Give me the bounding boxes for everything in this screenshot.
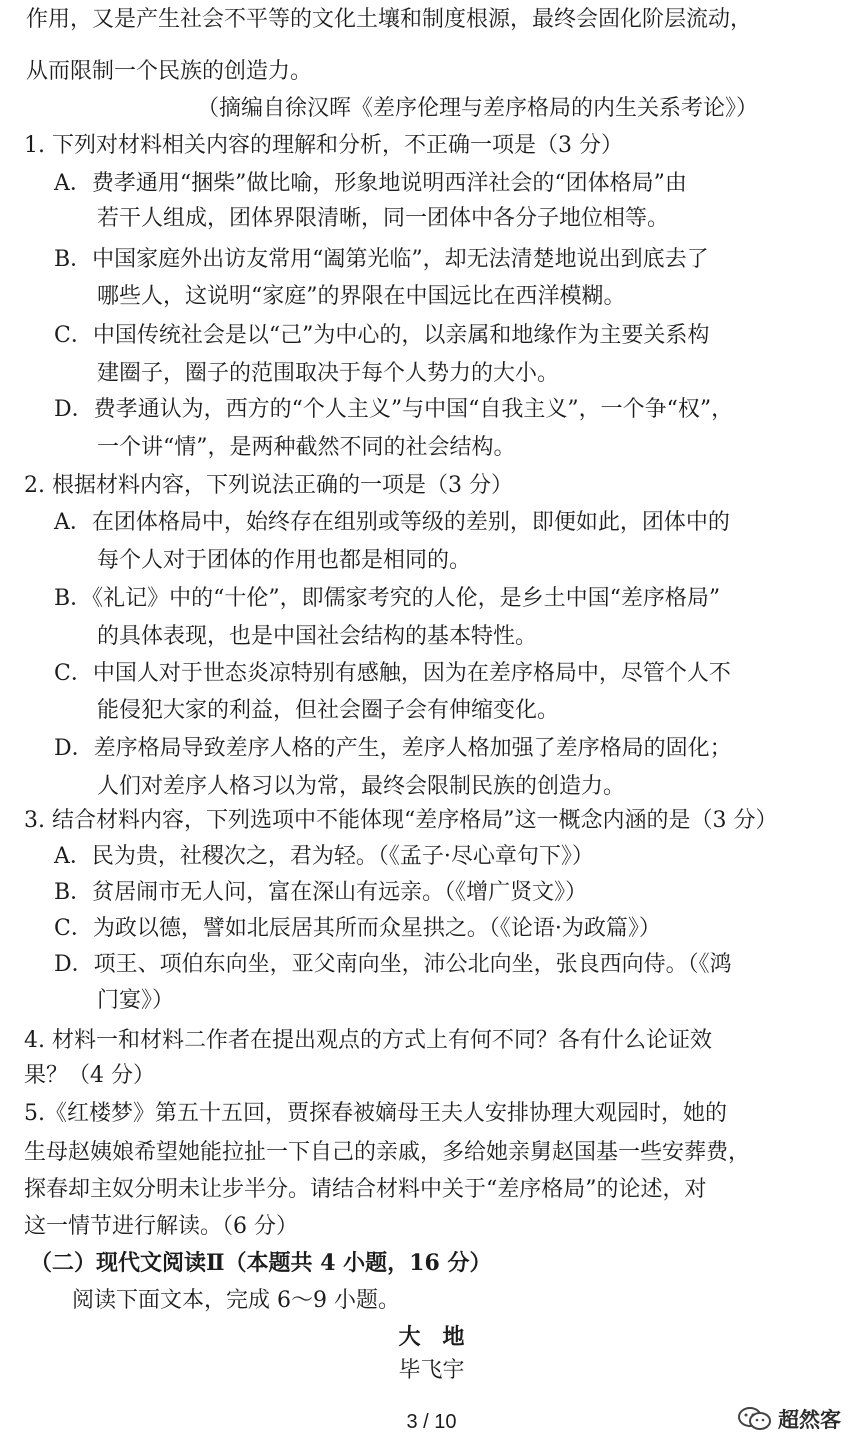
text-author: 毕飞宇 bbox=[398, 1358, 465, 1383]
watermark bbox=[738, 1403, 841, 1435]
section-heading: （二）现代文阅读Ⅱ（本题共 4 小题，16 分） bbox=[30, 1250, 492, 1276]
material-source: （摘编自徐汉晖《差序伦理与差序格局的内生关系考论》） bbox=[197, 96, 759, 121]
question-stem: 生母赵姨娘希望她能拉扯一下自己的亲戚，多给她亲舅赵国基一些安葬费， bbox=[24, 1140, 751, 1165]
question-stem: 5.《红楼梦》第五十五回，贾探春被嫡母王夫人安排协理大观园时，她的 bbox=[24, 1101, 727, 1126]
text-title: 大 地 bbox=[398, 1324, 465, 1350]
option-line: 一个讲“情”，是两种截然不同的社会结构。 bbox=[97, 435, 516, 460]
question-stem: 2. 根据材料内容，下列说法正确的一项是（3 分） bbox=[24, 473, 513, 498]
option-line: 人们对差序人格习以为常，最终会限制民族的创造力。 bbox=[97, 774, 626, 799]
option-line: C．中国传统社会是以“己”为中心的，以亲属和地缘作为主要关系构 bbox=[54, 323, 710, 348]
question-stem: 4. 材料一和材料二作者在提出观点的方式上有何不同？各有什么论证效 bbox=[24, 1028, 712, 1053]
option-line: D．费孝通认为，西方的“个人主义”与中国“自我主义”，一个争“权”， bbox=[54, 397, 734, 422]
option-line: 的具体表现，也是中国社会结构的基本特性。 bbox=[97, 624, 538, 649]
option-line: C．为政以德，譬如北辰居其所而众星拱之。（《论语·为政篇》） bbox=[54, 916, 661, 941]
option-line: 建圈子，圈子的范围取决于每个人势力的大小。 bbox=[97, 361, 560, 386]
question-stem: 果？（4 分） bbox=[24, 1063, 155, 1088]
option-line: 门宴》） bbox=[97, 988, 175, 1013]
option-line: B．贫居闹市无人问，富在深山有远亲。（《增广贤文》） bbox=[54, 880, 588, 905]
option-line: B．中国家庭外出访友常用“阖第光临”，却无法清楚地说出到底去了 bbox=[54, 247, 709, 272]
option-line: D．差序格局导致差序人格的产生，差序人格加强了差序格局的固化； bbox=[54, 736, 732, 761]
option-line: B．《礼记》中的“十伦”，即儒家考究的人伦，是乡土中国“差序格局” bbox=[54, 586, 721, 611]
option-line: 能侵犯大家的利益，但社会圈子会有伸缩变化。 bbox=[97, 698, 560, 723]
wechat-icon bbox=[738, 1406, 772, 1432]
option-line: 哪些人，这说明“家庭”的界限在中国远比在西洋模糊。 bbox=[97, 284, 626, 309]
section-instruction: 阅读下面文本，完成 6～9 小题。 bbox=[72, 1288, 400, 1313]
question-stem: 探春却主奴分明未让步半分。请结合材料中关于“差序格局”的论述，对 bbox=[24, 1177, 707, 1202]
page-number: 3 / 10 bbox=[406, 1411, 457, 1433]
option-line: A．在团体格局中，始终存在组别或等级的差别，即便如此，团体中的 bbox=[54, 510, 730, 535]
option-line: 每个人对于团体的作用也都是相同的。 bbox=[97, 548, 472, 573]
option-line: C．中国人对于世态炎凉特别有感触，因为在差序格局中，尽管个人不 bbox=[54, 661, 731, 686]
question-stem: 这一情节进行解读。（6 分） bbox=[24, 1214, 298, 1239]
material-line: 从而限制一个民族的创造力。 bbox=[26, 59, 313, 84]
option-line: A．民为贵，社稷次之，君为轻。（《孟子·尽心章句下》） bbox=[54, 844, 594, 869]
watermark-text: 超然客 bbox=[778, 1408, 841, 1432]
question-stem: 1. 下列对材料相关内容的理解和分析，不正确一项是（3 分） bbox=[24, 133, 623, 158]
option-line: A．费孝通用“捆柴”做比喻，形象地说明西洋社会的“团体格局”由 bbox=[54, 171, 687, 196]
option-line: 若干人组成，团体界限清晰，同一团体中各分子地位相等。 bbox=[97, 206, 670, 231]
option-line: D．项王、项伯东向坐，亚父南向坐，沛公北向坐，张良西向侍。（《鸿 bbox=[54, 952, 732, 977]
question-stem: 3. 结合材料内容，下列选项中不能体现“差序格局”这一概念内涵的是（3 分） bbox=[24, 808, 778, 833]
material-line: 作用，又是产生社会不平等的文化土壤和制度根源，最终会固化阶层流动， bbox=[26, 7, 753, 32]
